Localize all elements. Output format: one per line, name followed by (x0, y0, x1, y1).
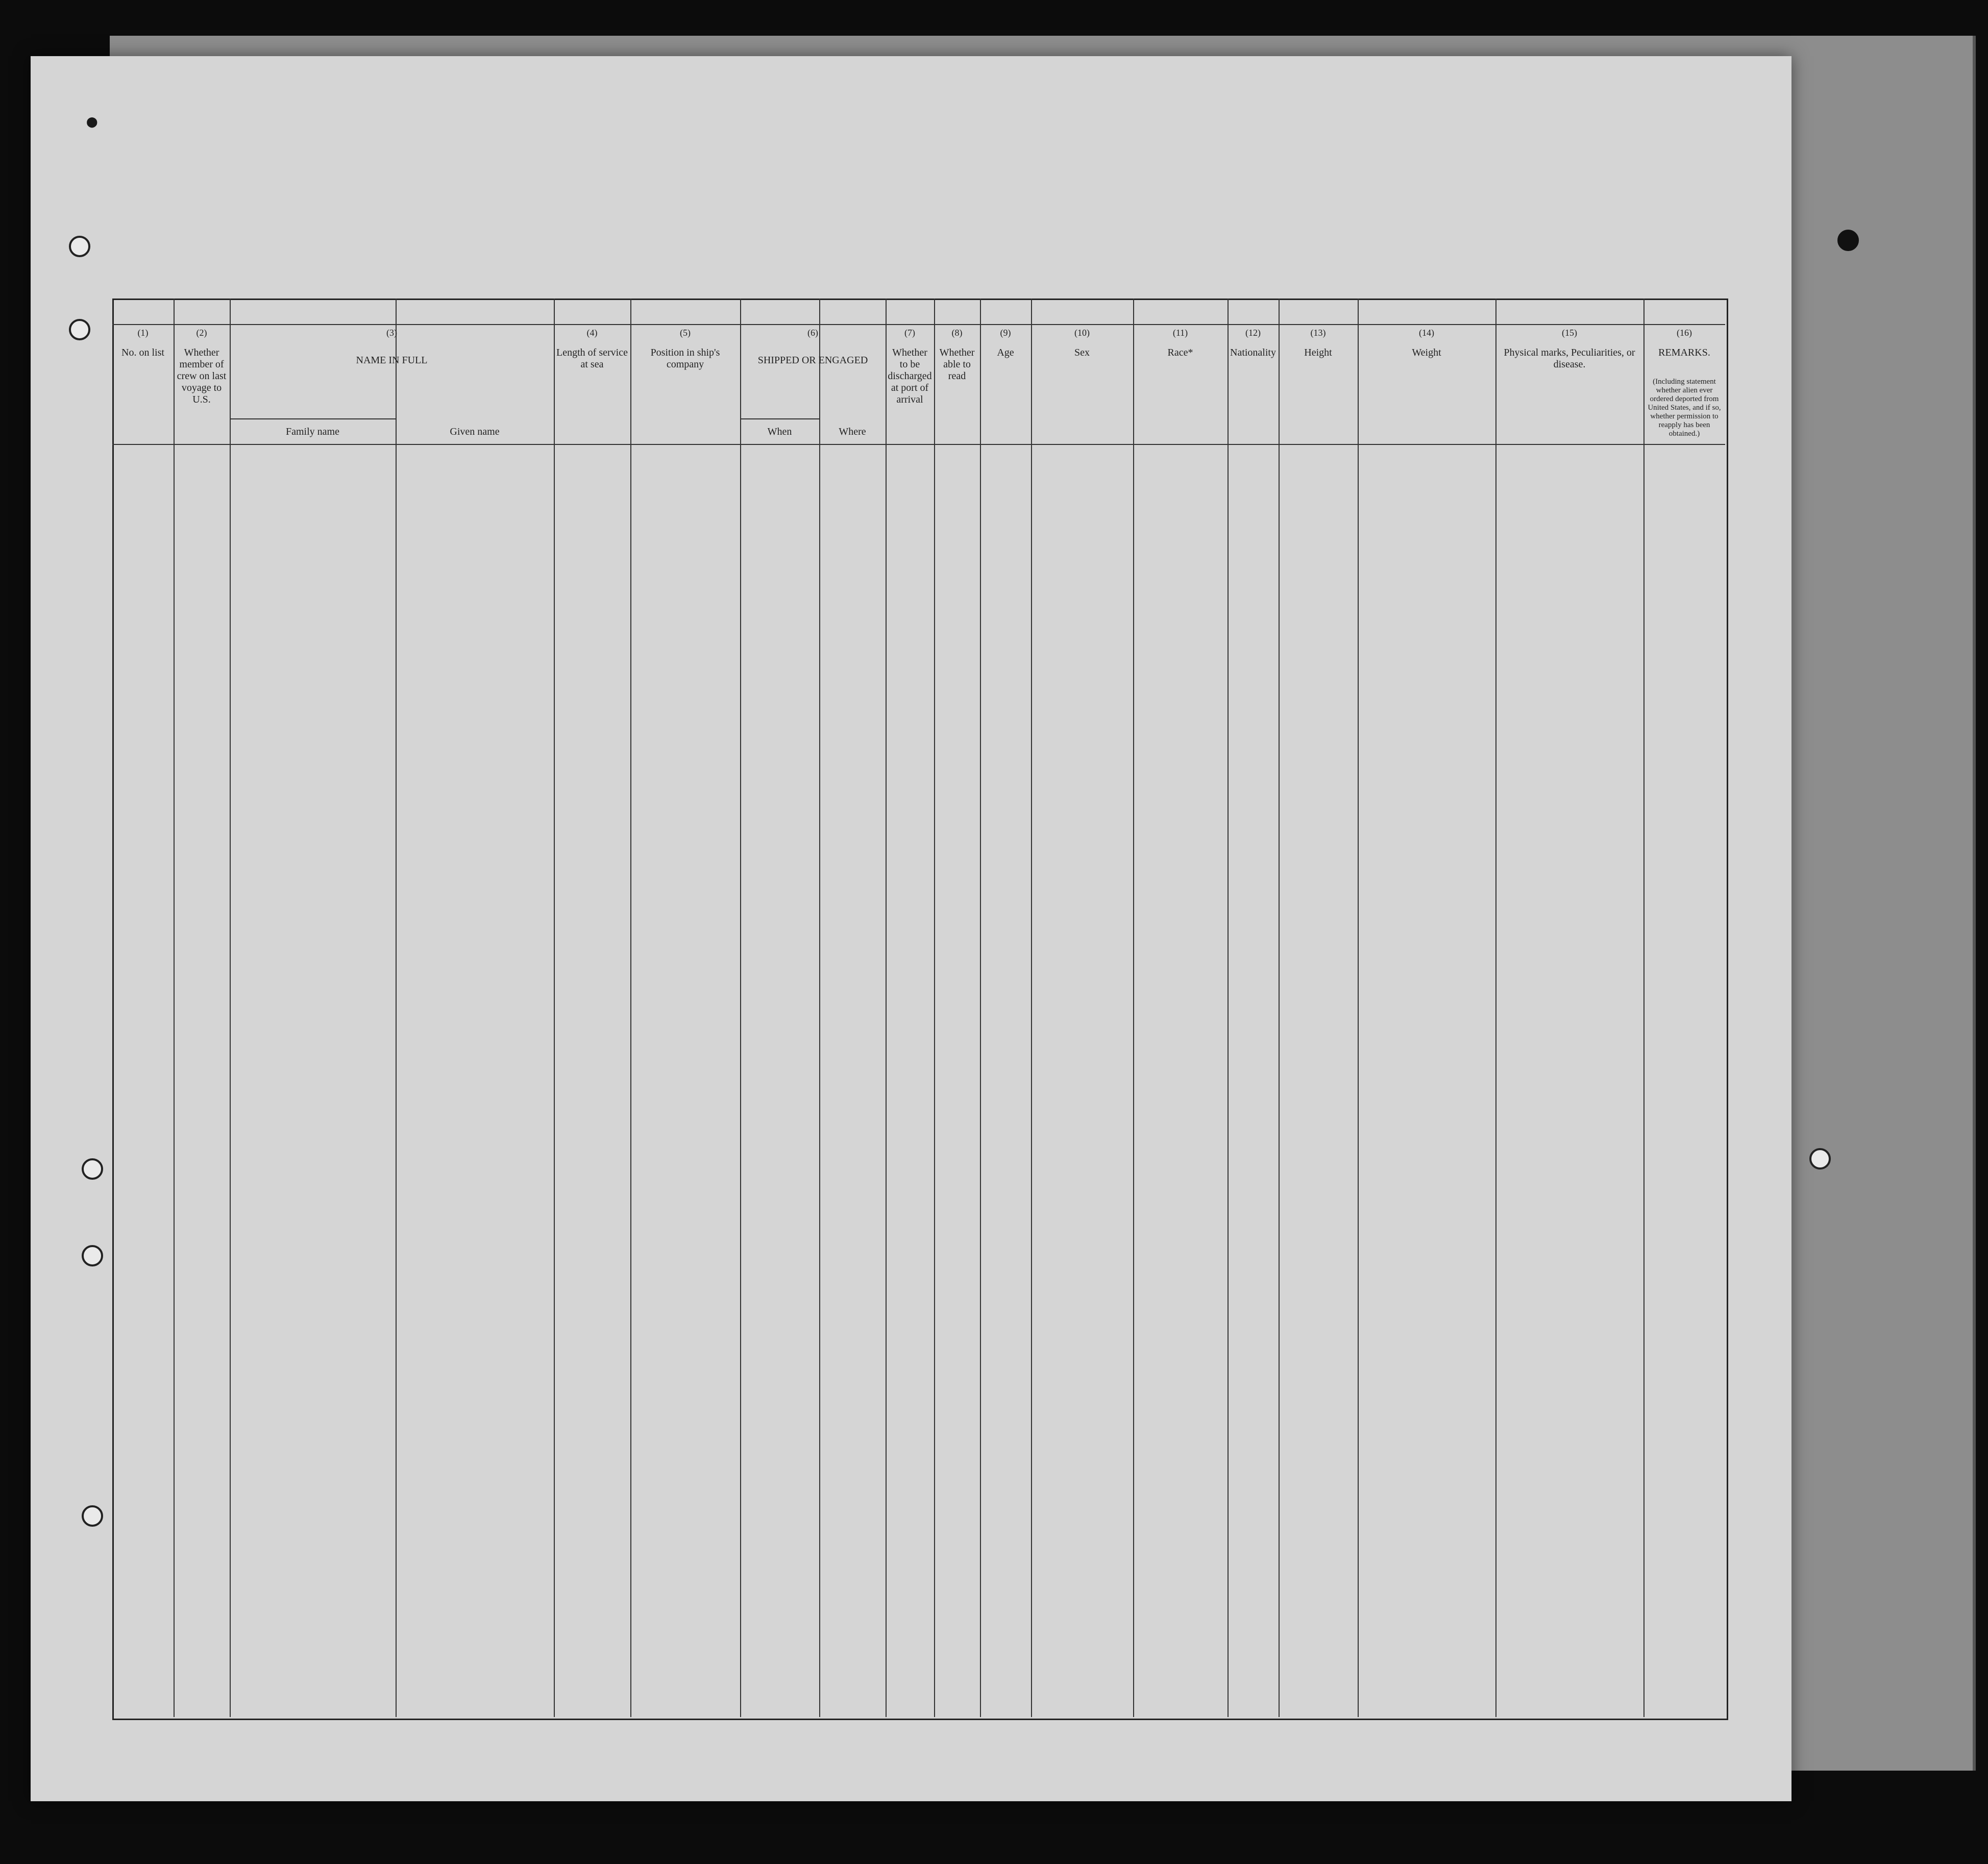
column-number: (5) (680, 328, 691, 338)
column-divider (886, 299, 887, 1717)
column-divider (1495, 299, 1496, 1717)
manifest-header (31, 56, 1791, 321)
column-divider (934, 299, 935, 1717)
column-header: Race* (1167, 347, 1193, 358)
manifest-sheet (31, 56, 1791, 1801)
column-header: Physical marks, Peculiarities, or disease. (1504, 347, 1635, 370)
column-header: Length of service at sea (556, 347, 628, 370)
column-number: (15) (1562, 328, 1577, 338)
crew-table-frame (112, 299, 1728, 1720)
column-header: SHIPPED OR ENGAGED (757, 355, 868, 366)
column-header: Whether to be discharged at port of arrival (888, 347, 932, 405)
column-divider (396, 299, 397, 1717)
column-header: REMARKS. (1658, 347, 1710, 358)
column-divider (1643, 299, 1645, 1717)
column-header: Whether able to read (939, 347, 975, 382)
column-subheader: Given name (450, 426, 500, 437)
binder-hole-icon (82, 1158, 103, 1180)
binder-hole-icon (82, 1245, 103, 1266)
column-number: (7) (904, 328, 915, 338)
column-divider (740, 299, 741, 1717)
column-number: (2) (196, 328, 207, 338)
column-number: (16) (1677, 328, 1692, 338)
column-subheader: Family name (286, 426, 339, 437)
column-header: Sex (1074, 347, 1090, 358)
column-header: Weight (1412, 347, 1441, 358)
binder-hole-icon (69, 236, 90, 257)
column-divider (1228, 299, 1229, 1717)
subheader-rule (740, 418, 819, 419)
header-rule (112, 444, 1725, 445)
column-divider (554, 299, 555, 1717)
column-divider (980, 299, 981, 1717)
column-subheader: When (767, 426, 792, 437)
column-number: (10) (1074, 328, 1090, 338)
column-number: (8) (951, 328, 963, 338)
column-header: Whether member of crew on last voyage to U.S. (177, 347, 227, 405)
column-number: (1) (137, 328, 149, 338)
column-divider (1279, 299, 1280, 1717)
column-subheader: Where (839, 426, 866, 437)
column-number: (13) (1310, 328, 1326, 338)
column-number: (4) (586, 328, 598, 338)
column-number: (11) (1172, 328, 1188, 338)
column-number: (3) (386, 328, 397, 338)
column-header: Nationality (1230, 347, 1276, 358)
column-divider (819, 299, 820, 1717)
column-number: (6) (807, 328, 818, 338)
column-header: Age (997, 347, 1014, 358)
column-divider (630, 299, 631, 1717)
column-header-note: (Including statement whether alien ever ordered deported from United States, and if so, whether permission to reapply has been obtained.) (1648, 378, 1721, 438)
binder-hole-icon (69, 319, 90, 340)
column-header: Position in ship's company (650, 347, 720, 370)
vessel-line (250, 253, 1679, 283)
column-divider (174, 299, 175, 1717)
binder-hole-icon (1837, 230, 1859, 251)
binder-hole-icon (82, 1505, 103, 1527)
column-divider (1133, 299, 1134, 1717)
column-header: Height (1304, 347, 1332, 358)
column-header: NAME IN FULL (356, 355, 428, 366)
column-header: No. on list (121, 347, 164, 358)
column-divider (1031, 299, 1032, 1717)
column-divider (1358, 299, 1359, 1717)
column-number: (9) (1000, 328, 1011, 338)
dept-seal-icon: ● (87, 111, 97, 132)
column-number: (14) (1419, 328, 1434, 338)
column-divider (230, 299, 231, 1717)
column-number: (12) (1245, 328, 1261, 338)
header-rule (112, 324, 1725, 325)
subheader-rule (230, 418, 396, 419)
binder-hole-icon (1809, 1148, 1831, 1170)
